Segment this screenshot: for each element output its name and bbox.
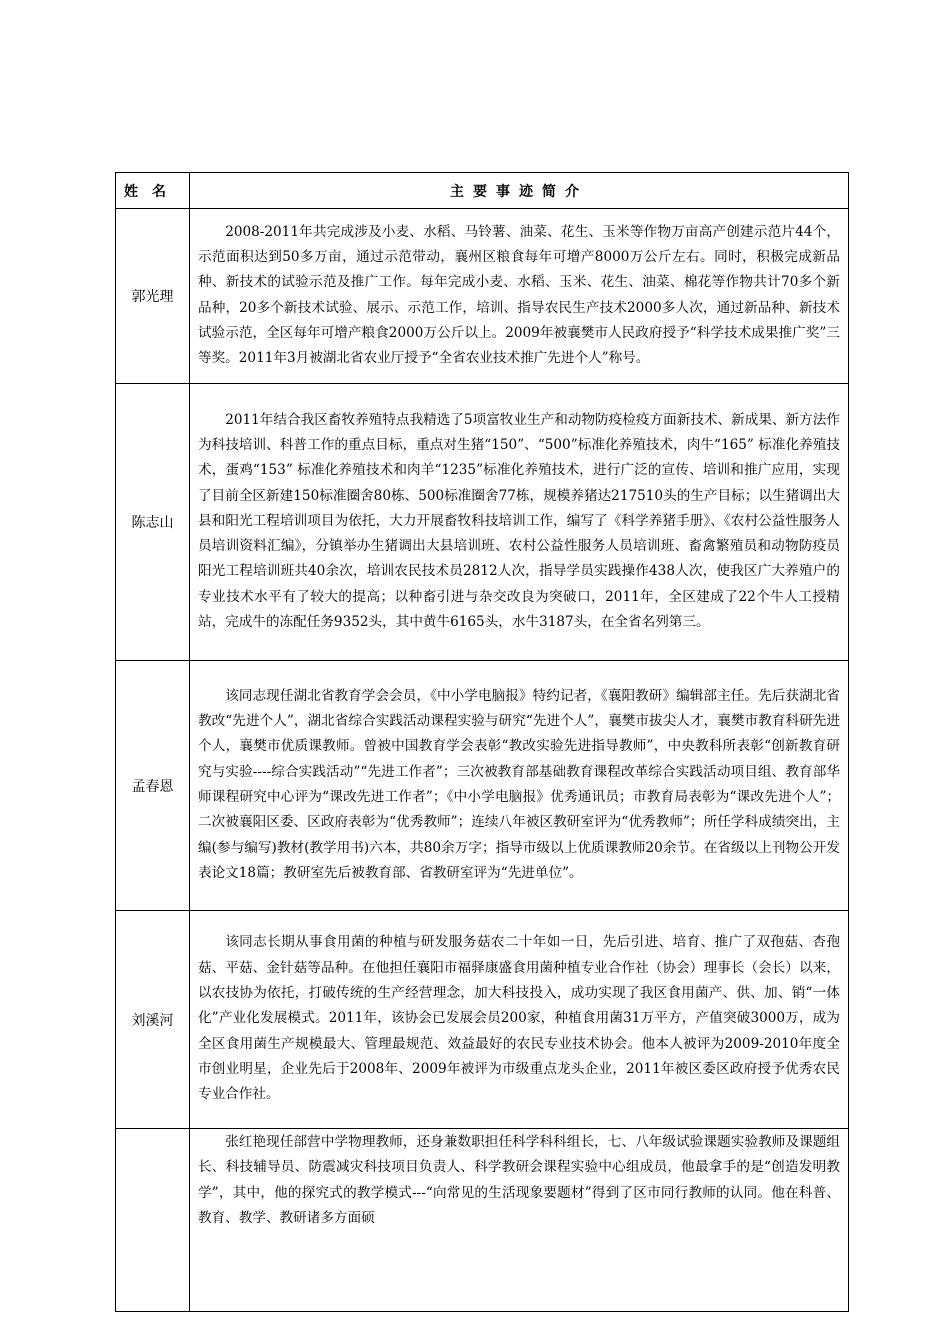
- person-description: 2011年结合我区畜牧养殖特点我精选了5项富牧业生产和动物防疫检疫方面新技术、新成果、新方法作为科技培训、科普工作的重点目标，重点对生猪“150”、“500”标准化养殖技术，肉牛“165” 标准化养殖技术，蛋鸡“153” 标准化养殖技术和肉羊“1235”标准化养殖技术，进行广泛的宣传、培训和推广应用，实现了目前全区新建150标准圈舍80栋、500标准圈舍77栋，规模养猪达217510头的生产目标；以生猪调出大县和阳光工程培训项目为依托，大力开展畜牧科技培训工作，编写了《科学养猪手册》、《农村公益性服务人员培训资料汇编》，分镇举办生猪调出大县培训班、农村公益性服务人员培训班、畜禽繁殖员和动物防疫员阳光工程培训班共40余次，培训农民技术员2812人次，指导学员实践操作438人次，使我区广大养殖户的专业技术水平有了较大的提高；以种畜引进与杂交改良为突破口，2011年，全区建成了22个牛人工授精站，完成牛的冻配任务9352头，其中黄牛6165头，水牛3187头，在全省名列第三。: [190, 384, 849, 661]
- header-name: 姓名: [116, 173, 190, 209]
- header-description: 主要事迹简介: [190, 173, 849, 209]
- achievement-table: [115, 172, 849, 1312]
- person-name: 刘溪河: [116, 911, 190, 1129]
- achievement-table-page: [115, 172, 848, 1312]
- person-description: 该同志长期从事食用菌的种植与研发服务菇农二十年如一日，先后引进、培育、推广了双孢菇、杏孢菇、平菇、金针菇等品种。在他担任襄阳市福驿康盛食用菌种植专业合作社（协会）理事长（会长）以来，以农技协为依托，打破传统的生产经营理念，加大科技投入，成功实现了我区食用菌产、供、加、销“一体化”产业化发展模式。2011年，该协会已发展会员200家，种植食用菌31万平方，产值突破3000万，成为全区食用菌生产规模最大、管理最规范、效益最好的农民专业技术协会。他本人被评为2009-2010年度全市创业明星，企业先后于2008年、2009年被评为市级重点龙头企业，2011年被区委区政府授予优秀农民专业合作社。: [190, 911, 849, 1129]
- table-row: [116, 911, 849, 1129]
- person-description: 该同志现任湖北省教育学会会员，《中小学电脑报》特约记者，《襄阳教研》编辑部主任。先后获湖北省教改“先进个人”，湖北省综合实践活动课程实验与研究“先进个人”，襄樊市拔尖人才，襄樊市教育科研先进个人，襄樊市优质课教师。曾被中国教育学会表彰“教改实验先进指导教师”，中央教科所表彰“创新教育研究与实验----综合实践活动”“先进工作者”；三次被教育部基础教育课程改革综合实践活动项目组、教育部华师课程研究中心评为“课改先进工作者”；《中小学电脑报》优秀通讯员；市教育局表彰为“课改先进个人”；二次被襄阳区委、区政府表彰为“优秀教师”；连续八年被区教研室评为“优秀教师”；所任学科成绩突出，主编(参与编写)教材(教学用书)六本，共80余万字；指导市级以上优质课教师20余节。在省级以上刊物公开发表论文18篇；教研室先后被教育部、省教研室评为“先进单位”。: [190, 661, 849, 911]
- person-name: 孟春恩: [116, 661, 190, 911]
- table-header-row: [116, 173, 849, 209]
- table-row: [116, 661, 849, 911]
- person-name: 郭光理: [116, 209, 190, 384]
- table-row: [116, 1129, 849, 1312]
- person-name: 陈志山: [116, 384, 190, 661]
- table-row: [116, 209, 849, 384]
- person-description: 2008-2011年共完成涉及小麦、水稻、马铃薯、油菜、花生、玉米等作物万亩高产创建示范片44个，示范面积达到50多万亩，通过示范带动，襄州区粮食每年可增产8000万公斤左右。同时，积极完成新品种、新技术的试验示范及推广工作。每年完成小麦、水稻、玉米、花生、油菜、棉花等作物共计70多个新品种，20多个新技术试验、展示、示范工作，培训、指导农民生产技术2000多人次，通过新品种、新技术试验示范，全区每年可增产粮食2000万公斤以上。2009年被襄樊市人民政府授予“科学技术成果推广奖”三等奖。2011年3月被湖北省农业厅授予“全省农业技术推广先进个人”称号。: [190, 209, 849, 384]
- table-row: [116, 384, 849, 661]
- person-description: 张红艳现任部营中学物理教师，还身兼数职担任科学科科组长，七、八年级试验课题实验教师及课题组长、科技辅导员、防震减灾科技项目负责人、科学教研会课程实验中心组成员，他最拿手的是“创造发明教学”，其中，他的探究式的教学模式---“向常见的生活现象要题材”得到了区市同行教师的认同。他在科普、教育、教学、教研诸多方面硕: [190, 1129, 849, 1312]
- person-name: [116, 1129, 190, 1312]
